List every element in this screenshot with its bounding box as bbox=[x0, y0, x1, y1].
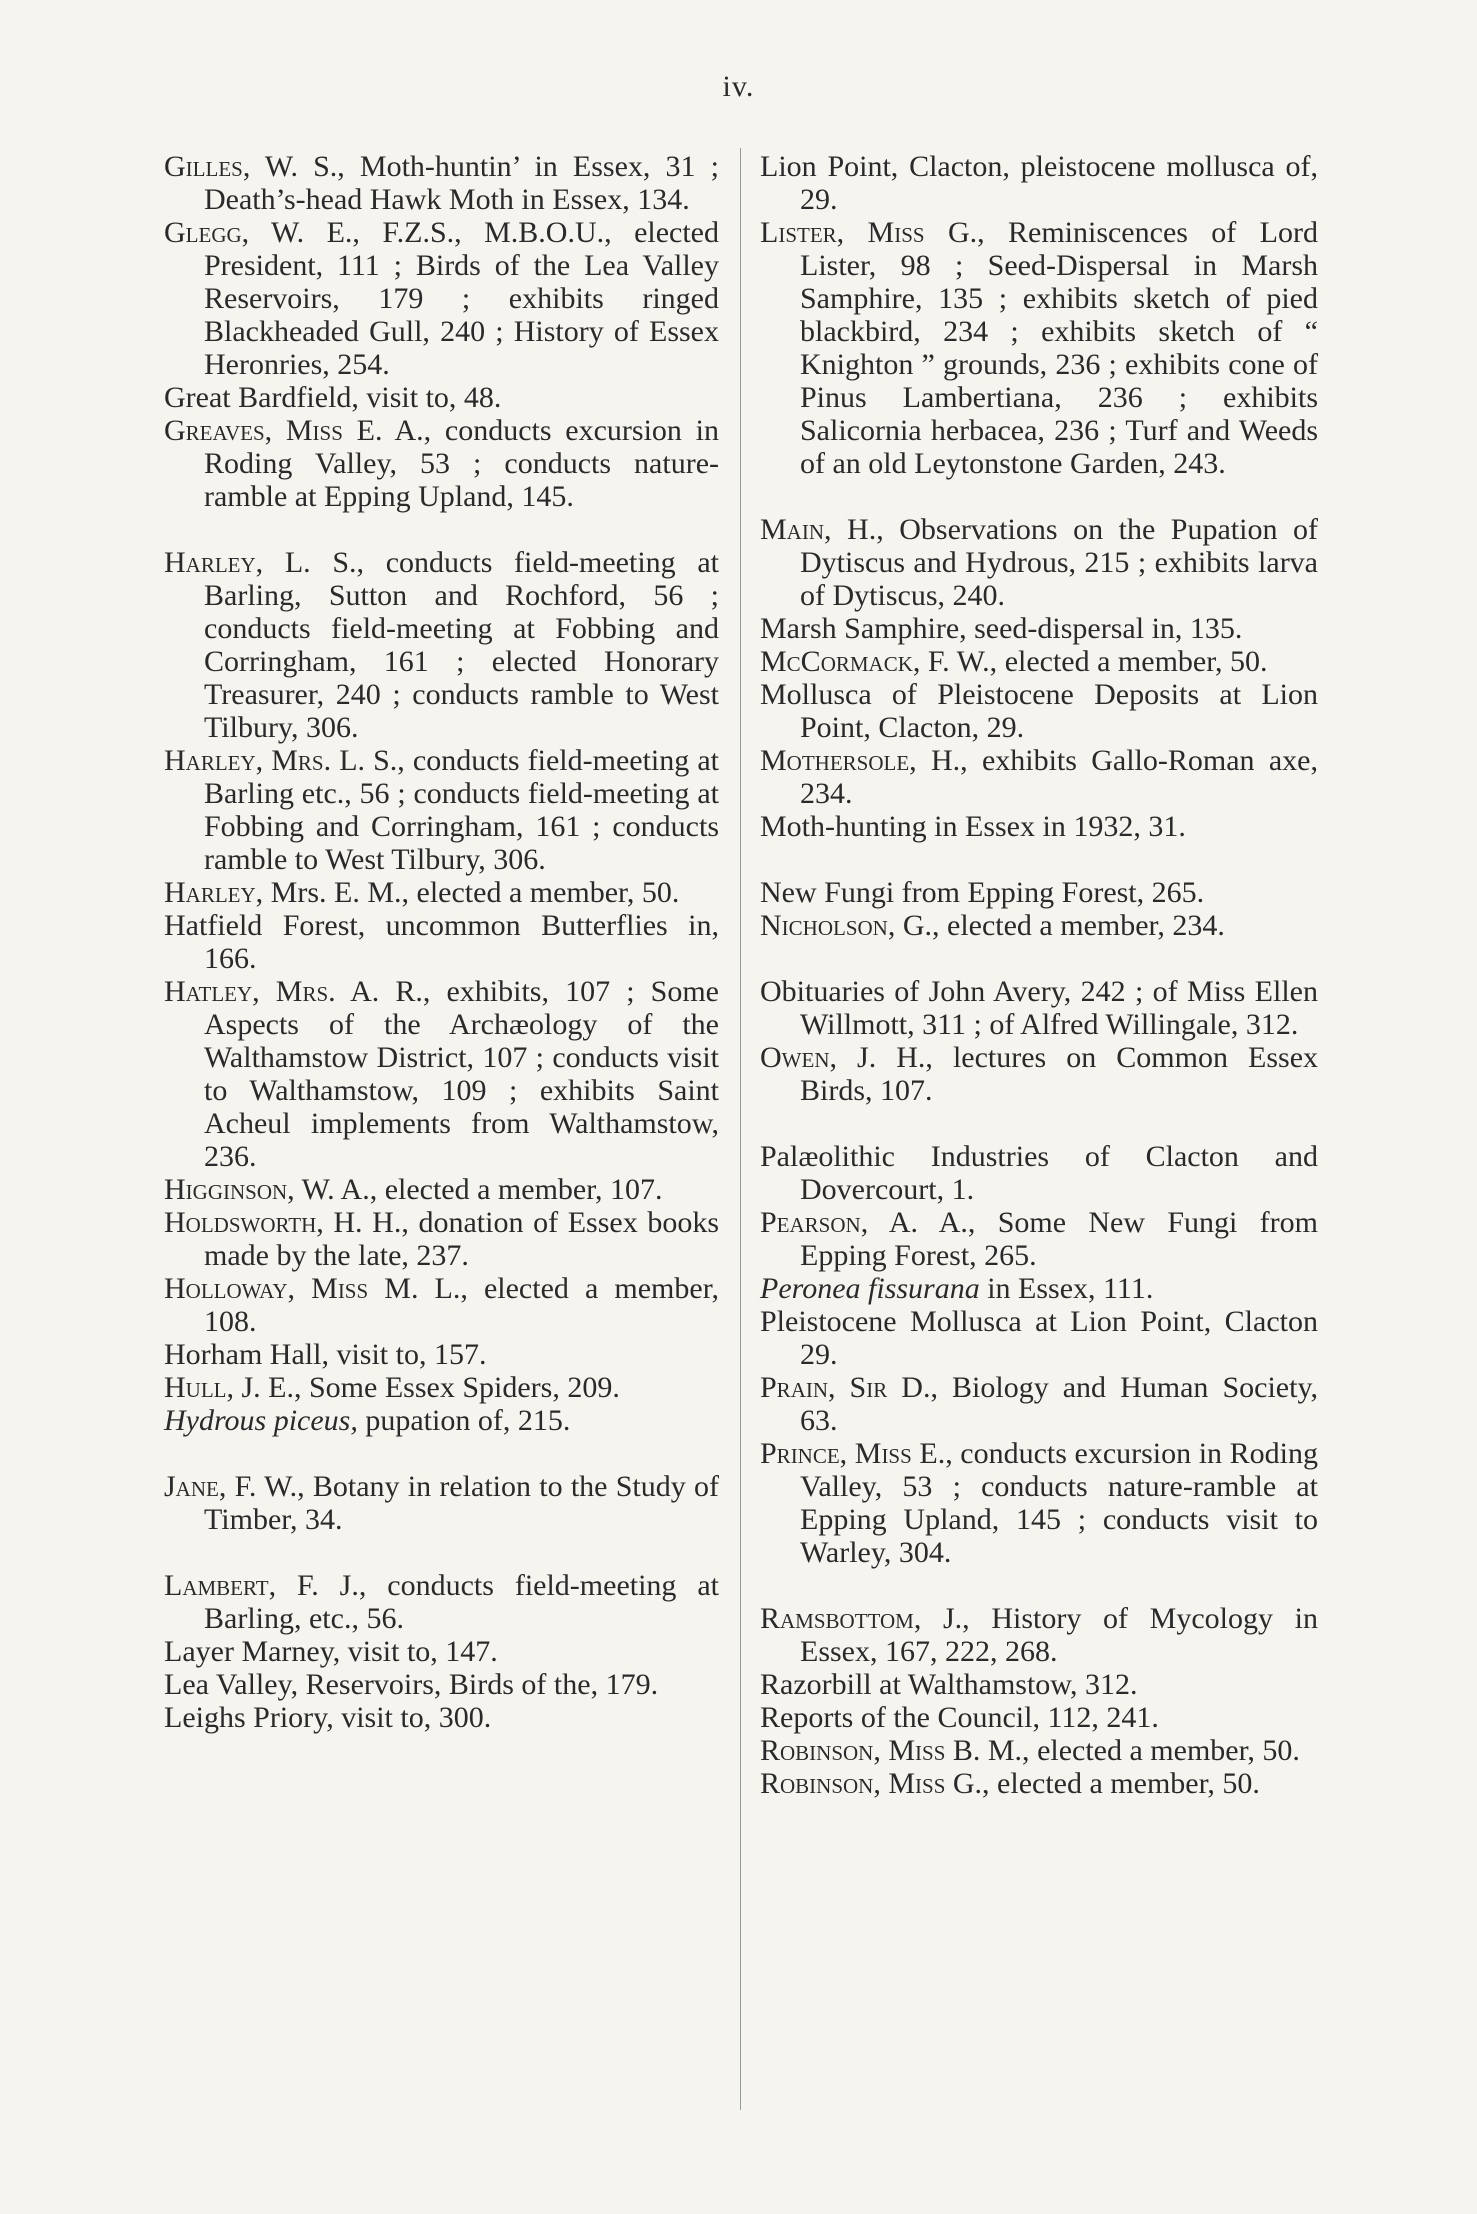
entry-text: Leighs Priory, visit to, 300. bbox=[164, 1701, 492, 1734]
entry-name: Harley, bbox=[164, 876, 264, 909]
entry-text: conducts field-meeting at Barling, etc., 56. bbox=[204, 1569, 719, 1635]
index-entry bbox=[760, 1734, 1318, 1767]
entry-text: Some Essex Spiders, 209. bbox=[301, 1371, 620, 1404]
index-entry bbox=[164, 1701, 719, 1734]
entry-name: Hatley, Mrs. A. R., bbox=[164, 975, 431, 1008]
index-entry bbox=[760, 1140, 1318, 1206]
entry-italic-term: Hydrous piceus, bbox=[164, 1404, 358, 1437]
index-entry bbox=[760, 150, 1318, 216]
entry-text: elected a member, 107. bbox=[377, 1173, 663, 1206]
entry-text: Marsh Samphire, seed-dispersal in, 135. bbox=[760, 612, 1243, 645]
entry-name: Robinson, Miss B. M., bbox=[760, 1734, 1030, 1767]
index-entry bbox=[760, 1602, 1318, 1668]
entry-name: Prain, Sir D., bbox=[760, 1371, 938, 1404]
index-entry bbox=[760, 975, 1318, 1041]
entry-text: elected a member, 234. bbox=[939, 909, 1225, 942]
entry-name: Higginson, W. A., bbox=[164, 1173, 378, 1206]
entry-text: Lion Point, Clacton, pleistocene mollusca of, 29. bbox=[760, 150, 1318, 216]
entry-name: Prince, Miss E., bbox=[760, 1437, 953, 1470]
entry-name: Holloway, Miss M. L., bbox=[164, 1272, 468, 1305]
index-entry bbox=[760, 1305, 1318, 1371]
entry-name: Harley, L. S., bbox=[164, 546, 365, 579]
index-entry bbox=[164, 1371, 719, 1404]
entry-text: Lea Valley, Reservoirs, Birds of the, 179. bbox=[164, 1668, 659, 1701]
entry-name: Gilles, W. S., bbox=[164, 150, 345, 183]
entry-name: Robinson, Miss G., bbox=[760, 1767, 990, 1800]
entry-text: Obituaries of John Avery, 242 ; of Miss Ellen Willmott, 311 ; of Alfred Willingale, 312. bbox=[760, 975, 1318, 1041]
index-entry bbox=[164, 1569, 719, 1635]
index-entry bbox=[164, 1206, 719, 1272]
entry-name: Nicholson, G., bbox=[760, 909, 940, 942]
entry-text: Pleistocene Mollusca at Lion Point, Clacton 29. bbox=[760, 1305, 1318, 1371]
entry-text: Moth-hunting in Essex in 1932, 31. bbox=[760, 810, 1186, 843]
entry-text: F.Z.S., M.B.O.U., elected President, 111 ; Birds of the Lea Valley Reservoirs, 179 ; exhibits ringed Blackheaded Gull, 240 ; History of Essex Heronries, 254. bbox=[204, 216, 719, 381]
index-entry bbox=[164, 744, 719, 876]
entry-text: Palæolithic Industries of Clacton and Dovercourt, 1. bbox=[760, 1140, 1318, 1206]
index-entry bbox=[164, 876, 719, 909]
index-entry bbox=[760, 1767, 1318, 1800]
entry-text: Some New Fungi from Epping Forest, 265. bbox=[800, 1206, 1318, 1272]
entry-text: Layer Marney, visit to, 147. bbox=[164, 1635, 498, 1668]
index-entry bbox=[164, 150, 719, 216]
index-entry bbox=[164, 1404, 719, 1437]
entry-text: elected a member, 50. bbox=[1029, 1734, 1300, 1767]
index-entry bbox=[164, 1173, 719, 1206]
index-entry bbox=[760, 612, 1318, 645]
entry-name: Greaves, Miss E. A., bbox=[164, 414, 432, 447]
index-entry bbox=[164, 414, 719, 513]
entry-name: Glegg, W. E., bbox=[164, 216, 360, 249]
entry-text: Biology and Human Society, 63. bbox=[800, 1371, 1318, 1437]
index-entry bbox=[164, 975, 719, 1173]
index-entry bbox=[760, 876, 1318, 909]
index-entry bbox=[760, 1701, 1318, 1734]
index-column-right bbox=[760, 150, 1318, 1800]
entry-name: Holdsworth, H. H., bbox=[164, 1206, 409, 1239]
entry-text: Hatfield Forest, uncommon Butterflies in, 166. bbox=[164, 909, 719, 975]
entry-text: in Essex, 111. bbox=[979, 1272, 1154, 1305]
entry-name: McCormack, F. W., bbox=[760, 645, 998, 678]
index-entry bbox=[164, 1470, 719, 1536]
entry-name: Ramsbottom, J., bbox=[760, 1602, 970, 1635]
entry-text: elected a member, 50. bbox=[997, 645, 1268, 678]
index-entry bbox=[760, 678, 1318, 744]
entry-text: Razorbill at Walthamstow, 312. bbox=[760, 1668, 1138, 1701]
entry-text: exhibits Gallo-Roman axe, 234. bbox=[800, 744, 1318, 810]
index-entry bbox=[164, 1272, 719, 1338]
index-entry bbox=[164, 381, 719, 414]
entry-text: conducts excursion in Roding Valley, 53 ; conducts nature-ramble at Epping Upland, 145. bbox=[204, 414, 719, 513]
entry-text: conducts excursion in Roding Valley, 53 ; conducts nature-ramble at Epping Upland, 145 ; conducts visit to Warley, 304. bbox=[800, 1437, 1318, 1569]
entry-text: pupation of, 215. bbox=[357, 1404, 571, 1437]
index-entry bbox=[760, 1371, 1318, 1437]
page-number: iv. bbox=[722, 70, 755, 103]
entry-name: Jane, F. W., bbox=[164, 1470, 305, 1503]
entry-text: donation of Essex books made by the late, 237. bbox=[204, 1206, 719, 1272]
entry-text: Observations on the Pupation of Dytiscus and Hydrous, 215 ; exhibits larva of Dytiscus, 240. bbox=[800, 513, 1318, 612]
entry-name: Pearson, A. A., bbox=[760, 1206, 976, 1239]
entry-text: exhibits, 107 ; Some Aspects of the Archæology of the Walthamstow District, 107 ; conducts visit to Walthamstow, 109 ; exhibits Saint Acheul implements from Walthamstow, 236. bbox=[204, 975, 719, 1173]
index-entry bbox=[760, 1206, 1318, 1272]
index-entry bbox=[760, 909, 1318, 942]
index-entry bbox=[760, 513, 1318, 612]
entry-text: Mollusca of Pleistocene Deposits at Lion Point, Clacton, 29. bbox=[760, 678, 1318, 744]
entry-text: conducts field-meeting at Barling etc., 56 ; conducts field-meeting at Fobbing and Corringham, 161 ; conducts ramble to West Tilbury, 306. bbox=[204, 744, 719, 876]
entry-name: Harley, Mrs. L. S., bbox=[164, 744, 405, 777]
index-entry bbox=[760, 1041, 1318, 1107]
entry-text: Mrs. E. M., elected a member, 50. bbox=[263, 876, 680, 909]
entry-text: Reports of the Council, 112, 241. bbox=[760, 1701, 1159, 1734]
index-entry bbox=[760, 216, 1318, 480]
entry-name: Main, H., bbox=[760, 513, 884, 546]
entry-text: Reminiscences of Lord Lister, 98 ; Seed-Dispersal in Marsh Samphire, 135 ; exhibits sketch of pied blackbird, 234 ; exhibits sketch of “ Knighton ” grounds, 236 ; exhibits cone of Pinus Lambertiana, 236 ; exhibits Salicornia herbacea, 236 ; Turf and Weeds of an old Leytonstone Garden, 243. bbox=[800, 216, 1318, 480]
column-divider bbox=[740, 148, 741, 2110]
index-entry bbox=[760, 1668, 1318, 1701]
entry-text: History of Mycology in Essex, 167, 222, 268. bbox=[800, 1602, 1318, 1668]
index-entry bbox=[760, 1272, 1318, 1305]
entry-text: Moth-huntin’ in Essex, 31 ; Death’s-head Hawk Moth in Essex, 134. bbox=[204, 150, 719, 216]
entry-name: Lister, Miss G., bbox=[760, 216, 985, 249]
entry-name: Owen, J. H., bbox=[760, 1041, 933, 1074]
index-entry bbox=[164, 546, 719, 744]
entry-text: elected a member, 50. bbox=[989, 1767, 1260, 1800]
entry-text: lectures on Common Essex Birds, 107. bbox=[800, 1041, 1319, 1107]
index-entry bbox=[760, 645, 1318, 678]
index-entry bbox=[164, 216, 719, 381]
entry-name: Mothersole, H., bbox=[760, 744, 968, 777]
entry-text: Botany in relation to the Study of Timber, 34. bbox=[204, 1470, 719, 1536]
index-entry bbox=[164, 1668, 719, 1701]
entry-text: New Fungi from Epping Forest, 265. bbox=[760, 876, 1205, 909]
index-column-left bbox=[164, 150, 719, 1734]
entry-text: elected a member, 108. bbox=[204, 1272, 720, 1338]
entry-italic-term: Peronea fissurana bbox=[760, 1272, 980, 1305]
index-entry bbox=[760, 1437, 1318, 1569]
index-entry bbox=[164, 909, 719, 975]
entry-name: Hull, J. E., bbox=[164, 1371, 302, 1404]
entry-text: Horham Hall, visit to, 157. bbox=[164, 1338, 487, 1371]
index-entry bbox=[760, 744, 1318, 810]
entry-text: Great Bardfield, visit to, 48. bbox=[164, 381, 502, 414]
entry-text: conducts field-meeting at Barling, Sutton and Rochford, 56 ; conducts field-meeting at Fobbing and Corringham, 161 ; elected Honorary Treasurer, 240 ; conducts ramble to West Tilbury, 306. bbox=[204, 546, 719, 744]
index-entry bbox=[760, 810, 1318, 843]
entry-name: Lambert, F. J., bbox=[164, 1569, 367, 1602]
index-entry bbox=[164, 1338, 719, 1371]
index-entry bbox=[164, 1635, 719, 1668]
